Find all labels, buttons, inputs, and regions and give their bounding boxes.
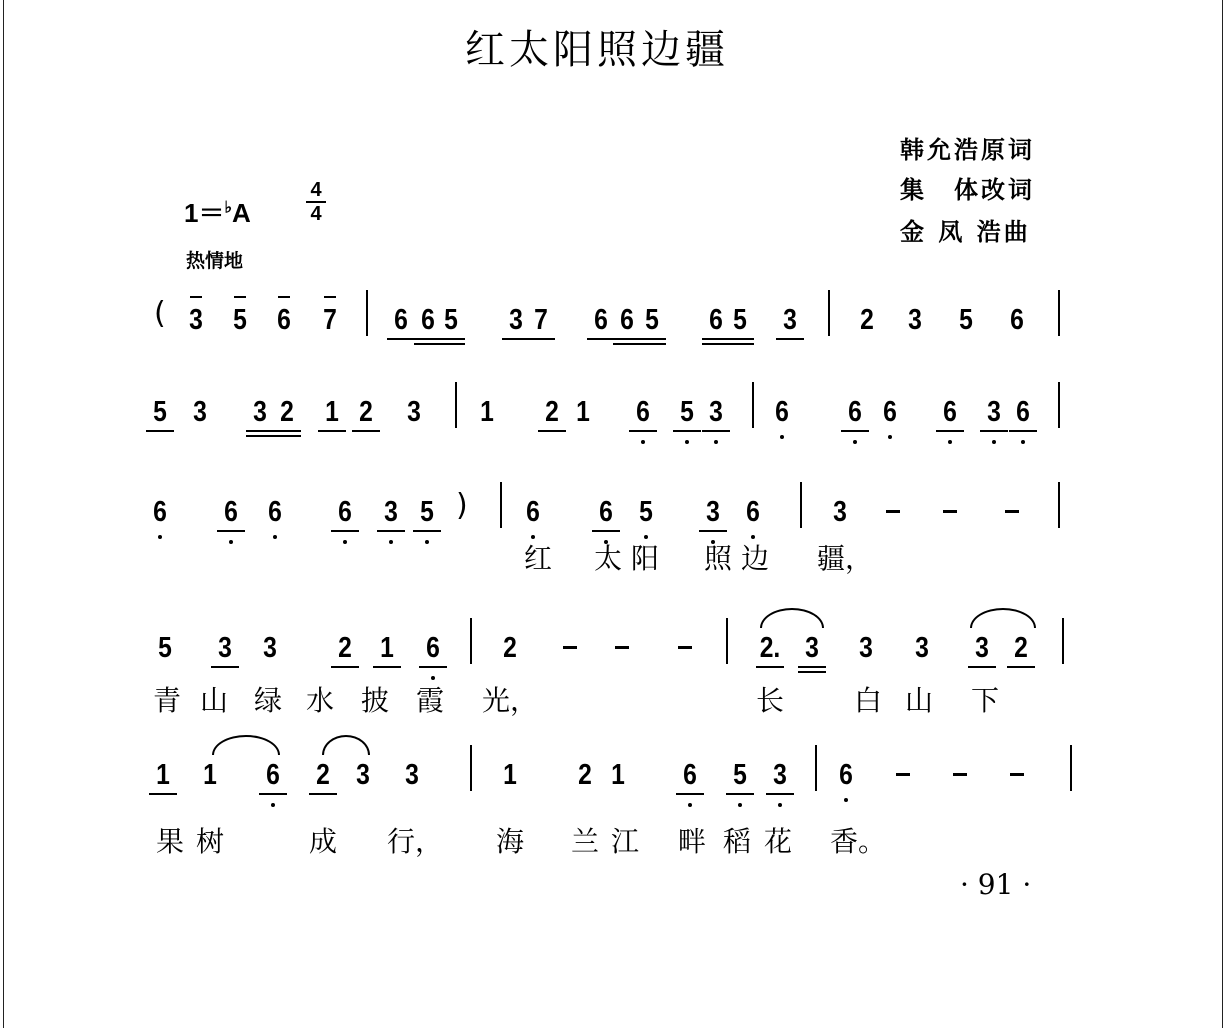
beam-underline [246, 435, 274, 437]
note: 6 [746, 496, 760, 528]
note: 1 [325, 396, 339, 428]
note: 7 [534, 304, 548, 336]
time-top: 4 [310, 179, 322, 201]
beam-underline [373, 666, 401, 668]
octave-dot-low [343, 540, 347, 544]
lyric-syllable: 红 [523, 542, 553, 575]
note: 6 [268, 496, 282, 528]
beam-underline [726, 793, 754, 795]
note: 5 [733, 759, 747, 791]
beam-underline [613, 338, 641, 340]
note: 6 [153, 496, 167, 528]
beam-underline [638, 343, 666, 345]
slur-arc [760, 608, 824, 628]
beam-underline [726, 338, 754, 340]
note: 5 [420, 496, 434, 528]
beam-underline [629, 430, 657, 432]
lyric-syllable: 稻 [722, 825, 752, 858]
beam-underline [246, 430, 274, 432]
lyric-syllable: 江 [610, 825, 640, 858]
octave-dot-low [780, 435, 784, 439]
note: 2 [316, 759, 330, 791]
slur-arc [212, 735, 280, 755]
note: 6 [394, 304, 408, 336]
credit-lyric-adaptation: 集 体改词 [900, 175, 1035, 204]
beam-underline [259, 793, 287, 795]
barline [1058, 290, 1060, 336]
barline [815, 745, 817, 791]
beam-underline [1007, 666, 1035, 668]
beam-underline [527, 338, 555, 340]
beam-underline [149, 793, 177, 795]
note: 3 [384, 496, 398, 528]
sustain-dash [678, 646, 692, 649]
octave-dot-low [738, 803, 742, 807]
octave-mark-high [324, 296, 336, 298]
beam-underline [437, 343, 465, 345]
note: 2 [578, 759, 592, 791]
lyric-syllable: 白 [853, 684, 883, 717]
note: 7 [323, 304, 337, 336]
note: 5 [733, 304, 747, 336]
beam-underline [273, 435, 301, 437]
sustain-dash [563, 646, 577, 649]
barline [1058, 482, 1060, 528]
key-note: A [232, 198, 251, 228]
octave-dot-low [778, 803, 782, 807]
lyric-syllable: 山 [199, 684, 229, 717]
octave-dot-low [714, 440, 718, 444]
note: 5 [959, 304, 973, 336]
lyric-syllable: 阳 [630, 542, 660, 575]
octave-dot-low [992, 440, 996, 444]
sustain-dash [943, 510, 957, 513]
note: 5 [645, 304, 659, 336]
beam-underline [776, 338, 804, 340]
beam-underline [331, 530, 359, 532]
note: 6 [224, 496, 238, 528]
close-paren: ) [456, 488, 468, 523]
octave-mark-high [278, 296, 290, 298]
octave-dot-low [844, 798, 848, 802]
barline [470, 618, 472, 664]
beam-underline [387, 338, 415, 340]
beam-underline [592, 530, 620, 532]
beam-underline [726, 343, 754, 345]
time-bottom: 4 [310, 203, 322, 225]
note: 6 [338, 496, 352, 528]
note: 5 [680, 396, 694, 428]
note: 3 [805, 632, 819, 664]
note: 6 [1010, 304, 1024, 336]
beam-underline [437, 338, 465, 340]
barline [455, 382, 457, 428]
barline [366, 290, 368, 336]
octave-dot-low [229, 540, 233, 544]
flat-sign: ♭ [224, 199, 233, 217]
lyric-syllable: 畔 [677, 825, 707, 858]
slur-arc [322, 735, 370, 755]
beam-underline [798, 666, 826, 668]
octave-dot-low [1021, 440, 1025, 444]
lyric-syllable: 青 [152, 684, 182, 717]
beam-underline [673, 430, 701, 432]
beam-underline [638, 338, 666, 340]
octave-dot-low [389, 540, 393, 544]
octave-dot-low [688, 803, 692, 807]
note: 6 [636, 396, 650, 428]
beam-underline [217, 530, 245, 532]
note: 5 [158, 632, 172, 664]
note: 3 [975, 632, 989, 664]
credit-composer: 金 凤 浩曲 [900, 217, 1031, 246]
note: 6 [599, 496, 613, 528]
page-edge-right [1222, 0, 1223, 1028]
lyric-syllable: 成 [308, 825, 338, 858]
open-paren: ( [154, 296, 166, 331]
barline [1070, 745, 1072, 791]
beam-underline [413, 530, 441, 532]
lyric-syllable: 海 [495, 825, 525, 858]
note: 5 [444, 304, 458, 336]
barline [828, 290, 830, 336]
lyric-syllable: 照 [703, 542, 733, 575]
beam-underline [587, 338, 615, 340]
note: 3 [407, 396, 421, 428]
note: 3 [218, 632, 232, 664]
sustain-dash [953, 773, 967, 776]
beam-underline [318, 430, 346, 432]
note: 3 [709, 396, 723, 428]
barline [800, 482, 802, 528]
page-edge-left [3, 0, 4, 1028]
beam-underline [273, 430, 301, 432]
lyric-syllable: 披 [360, 684, 390, 717]
sustain-dash [886, 510, 900, 513]
note: 1 [576, 396, 590, 428]
note: 6 [421, 304, 435, 336]
page-number: · 91 · [960, 868, 1032, 901]
note: 5 [233, 304, 247, 336]
beam-underline [309, 793, 337, 795]
lyric-syllable: 边 [740, 542, 770, 575]
octave-dot-low [685, 440, 689, 444]
note: 1 [380, 632, 394, 664]
note: 3 [253, 396, 267, 428]
note: 1 [156, 759, 170, 791]
octave-mark-high [234, 296, 246, 298]
note: 6 [266, 759, 280, 791]
barline [752, 382, 754, 428]
note: 6 [526, 496, 540, 528]
note: 2 [545, 396, 559, 428]
note: 2 [860, 304, 874, 336]
sustain-dash [1010, 773, 1024, 776]
lyric-syllable: 疆， [816, 542, 874, 575]
octave-dot-low [425, 540, 429, 544]
lyric-syllable: 太 [593, 542, 623, 575]
note: 3 [915, 632, 929, 664]
note: 2 [359, 396, 373, 428]
barline [500, 482, 502, 528]
note: 3 [987, 396, 1001, 428]
note: 6 [775, 396, 789, 428]
note: 1 [611, 759, 625, 791]
beam-underline [352, 430, 380, 432]
beam-underline [538, 430, 566, 432]
note: 5 [639, 496, 653, 528]
note: 2 [1014, 632, 1028, 664]
credit-original-lyricist: 韩允浩原词 [900, 135, 1035, 164]
note: 3 [859, 632, 873, 664]
note: 6 [1016, 396, 1030, 428]
lyric-syllable: 水 [305, 684, 335, 717]
barline [1058, 382, 1060, 428]
sustain-dash [615, 646, 629, 649]
octave-dot-low [641, 440, 645, 444]
beam-underline [841, 430, 869, 432]
note: 3 [193, 396, 207, 428]
beam-underline [980, 430, 1008, 432]
note: 1 [480, 396, 494, 428]
octave-dot-low [948, 440, 952, 444]
note: 6 [277, 304, 291, 336]
barline [1062, 618, 1064, 664]
beam-underline [377, 530, 405, 532]
note: 6 [620, 304, 634, 336]
song-title: 红太阳照边疆 [465, 27, 729, 73]
beam-underline [756, 666, 784, 668]
octave-dot-low [853, 440, 857, 444]
beam-underline [798, 671, 826, 673]
lyric-syllable: 行， [386, 825, 444, 858]
tempo-marking: 热情地 [186, 250, 244, 272]
sustain-dash [1005, 510, 1019, 513]
note: 6 [848, 396, 862, 428]
octave-dot-low [888, 435, 892, 439]
note: 3 [773, 759, 787, 791]
note: 3 [908, 304, 922, 336]
time-signature [306, 180, 326, 224]
beam-underline [676, 793, 704, 795]
beam-underline [419, 666, 447, 668]
octave-mark-high [190, 296, 202, 298]
note: 6 [943, 396, 957, 428]
barline [470, 745, 472, 791]
beam-underline [502, 338, 530, 340]
lyric-syllable: 果 [155, 825, 185, 858]
note: 3 [263, 632, 277, 664]
beam-underline [1009, 430, 1037, 432]
lyric-syllable: 霞 [415, 684, 445, 717]
note: 3 [356, 759, 370, 791]
note: 3 [833, 496, 847, 528]
beam-underline [613, 343, 641, 345]
octave-dot-low [271, 803, 275, 807]
note: 3 [189, 304, 203, 336]
note: 2. [759, 632, 781, 664]
beam-underline [968, 666, 996, 668]
note: 3 [783, 304, 797, 336]
beam-underline [699, 530, 727, 532]
note: 1 [503, 759, 517, 791]
lyric-syllable: 兰 [570, 825, 600, 858]
note: 3 [509, 304, 523, 336]
beam-underline [331, 666, 359, 668]
octave-dot-low [158, 535, 162, 539]
lyric-syllable: 长 [755, 684, 785, 717]
beam-underline [936, 430, 964, 432]
beam-underline [702, 430, 730, 432]
beam-underline [211, 666, 239, 668]
note: 2 [280, 396, 294, 428]
note: 6 [839, 759, 853, 791]
lyric-syllable: 光， [481, 684, 539, 717]
note: 5 [153, 396, 167, 428]
beam-underline [146, 430, 174, 432]
note: 3 [706, 496, 720, 528]
lyric-syllable: 下 [970, 684, 1000, 717]
octave-dot-low [273, 535, 277, 539]
key-prefix: 1＝ [184, 198, 225, 228]
barline [726, 618, 728, 664]
sustain-dash [896, 773, 910, 776]
note: 2 [503, 632, 517, 664]
lyric-syllable: 花 [763, 825, 793, 858]
note: 1 [203, 759, 217, 791]
note: 6 [683, 759, 697, 791]
lyric-syllable: 树 [195, 825, 225, 858]
note: 2 [338, 632, 352, 664]
beam-underline [766, 793, 794, 795]
key-signature [184, 193, 251, 230]
note: 3 [405, 759, 419, 791]
slur-arc [970, 608, 1036, 628]
lyric-syllable: 绿 [253, 684, 283, 717]
lyric-syllable: 山 [904, 684, 934, 717]
note: 6 [594, 304, 608, 336]
note: 6 [709, 304, 723, 336]
note: 6 [883, 396, 897, 428]
lyric-syllable: 香。 [829, 825, 887, 858]
note: 6 [426, 632, 440, 664]
